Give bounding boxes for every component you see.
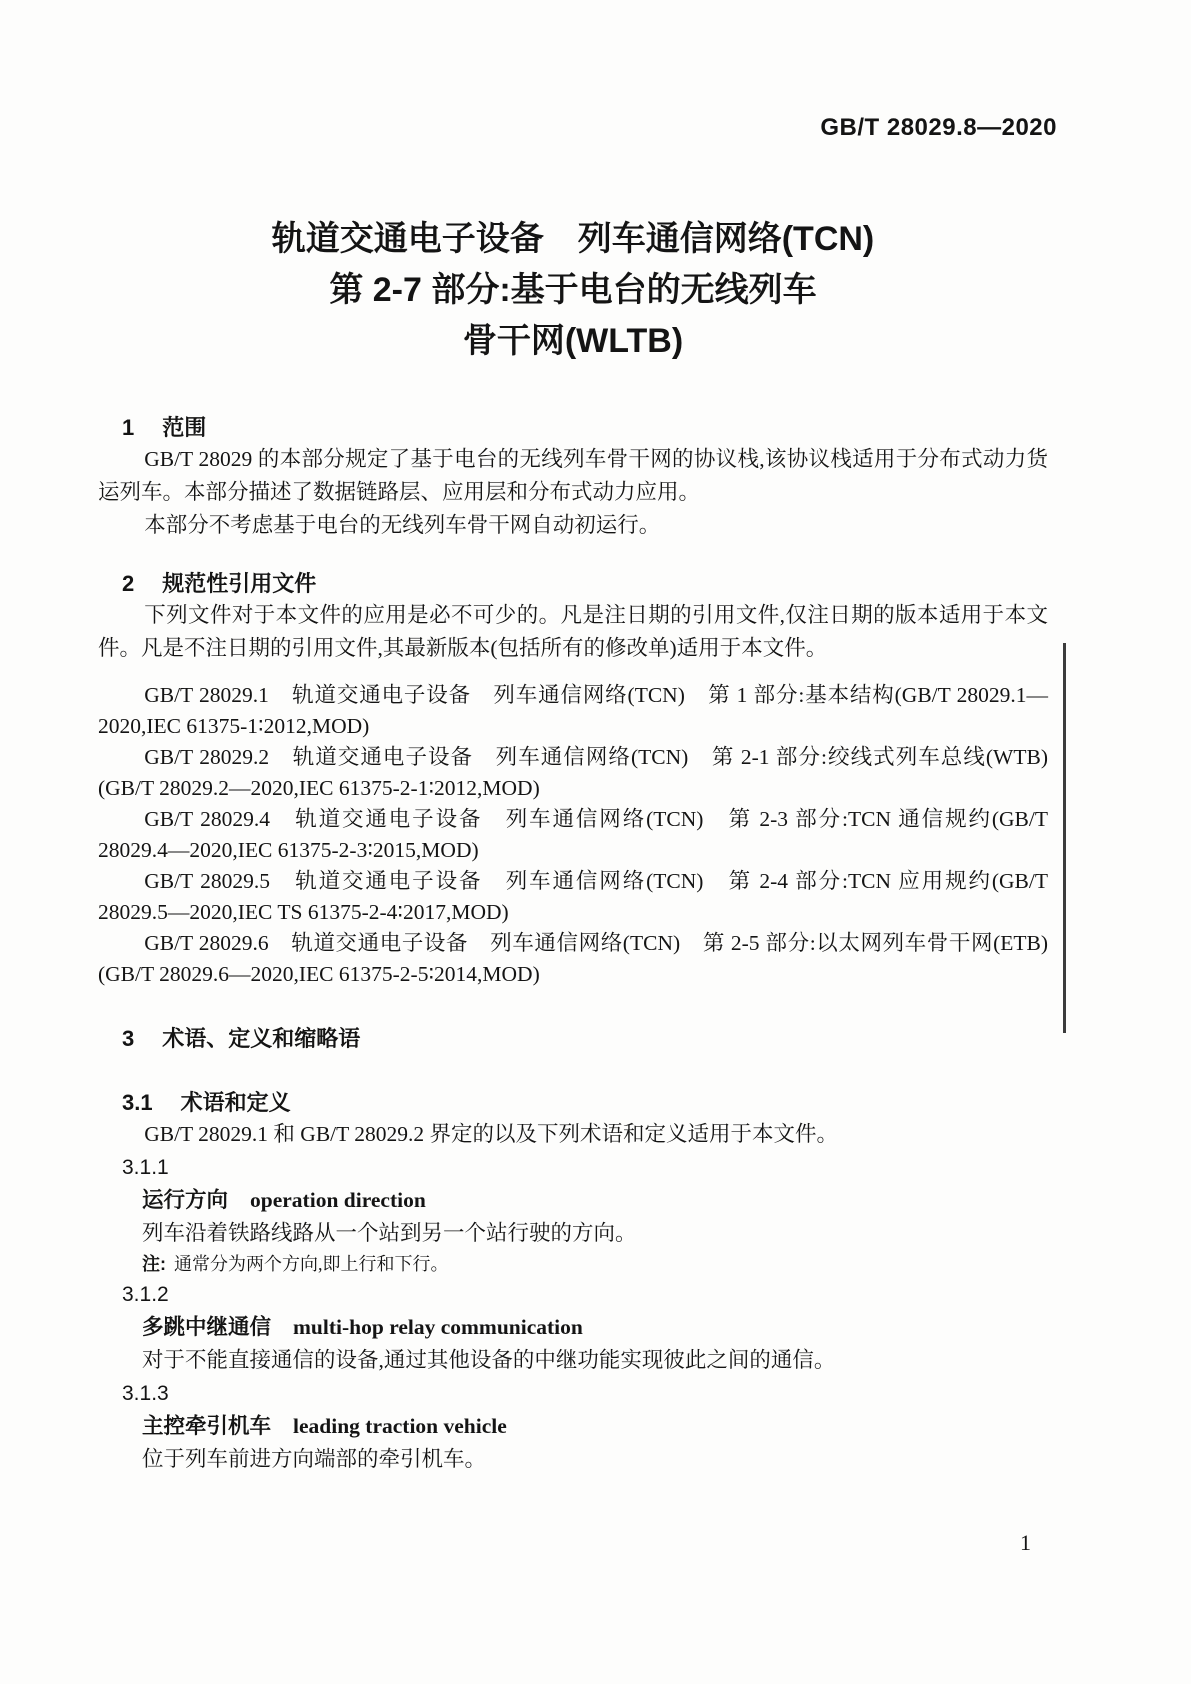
term-name-zh: 运行方向 [142,1188,229,1212]
term-name [98,1311,1048,1344]
title-line-1: 轨道交通电子设备 列车通信网络(TCN) [271,220,875,258]
term-name-en: operation direction [250,1188,426,1212]
clause-1-title: 范围 [162,415,207,440]
term-number: 3.1.1 [122,1156,169,1179]
term-definition: 列车沿着铁路线路从一个站到另一个站行驶的方向。 [142,1221,637,1245]
term-name-en: leading traction vehicle [293,1414,507,1438]
term-name [98,1184,1048,1217]
title-line-2: 第 2-7 部分:基于电台的无线列车 [329,271,817,309]
note-text: 通常分为两个方向,即上行和下行。 [174,1254,449,1274]
clause-3-title: 术语、定义和缩略语 [162,1026,361,1051]
clause-3-1-heading [122,1088,1048,1118]
term-entry [98,1151,1048,1278]
clause-3-1-title: 术语和定义 [180,1090,291,1115]
note-label: 注: [142,1254,166,1274]
clause-1-heading [122,413,1048,443]
term-number: 3.1.3 [122,1382,169,1405]
term-note [98,1250,1048,1278]
term-name [98,1410,1048,1443]
reference-item: GB/T 28029.2 轨道交通电子设备 列车通信网络(TCN) 第 2-1 部分:绞线式列车总线(WTB)(GB/T 28029.2—2020,IEC 61375-2-1∶2012,MOD) [98,745,1048,800]
term-entry [98,1278,1048,1377]
reference-item: GB/T 28029.5 轨道交通电子设备 列车通信网络(TCN) 第 2-4 部分:TCN 应用规约(GB/T 28029.5—2020,IEC TS 61375-2-4∶2017,MOD) [98,869,1048,924]
clause-2-paragraph-1: 下列文件对于本文件的应用是必不可少的。凡是注日期的引用文件,仅注日期的版本适用于本文件。凡是不注日期的引用文件,其最新版本(包括所有的修改单)适用于本文件。 [98,603,1048,660]
clause-2-heading [122,569,1048,599]
clause-3-number: 3 [122,1026,135,1051]
clause-1-number: 1 [122,415,135,440]
clause-3-heading [122,1024,1048,1054]
page-content [98,200,1048,1476]
clause-2-title: 规范性引用文件 [162,571,317,596]
normative-references-list [98,680,1048,990]
title-line-3: 骨干网(WLTB) [462,322,684,360]
clause-1-paragraph-1: GB/T 28029 的本部分规定了基于电台的无线列车骨干网的协议栈,该协议栈适用于分布式动力货运列车。本部分描述了数据链路层、应用层和分布式动力应用。 [98,447,1048,504]
page-number: 1 [1020,1530,1031,1555]
terms-intro-paragraph: GB/T 28029.1 和 GB/T 28029.2 界定的以及下列术语和定义适用于本文件。 [144,1122,839,1146]
term-name-en: multi-hop relay communication [293,1315,583,1339]
clause-1-paragraph-2: 本部分不考虑基于电台的无线列车骨干网自动初运行。 [144,513,661,537]
term-name-zh: 多跳中继通信 [142,1315,272,1339]
reference-item: GB/T 28029.6 轨道交通电子设备 列车通信网络(TCN) 第 2-5 部分:以太网列车骨干网(ETB)(GB/T 28029.6—2020,IEC 61375-2-5∶2014,MOD) [98,931,1048,986]
reference-item: GB/T 28029.1 轨道交通电子设备 列车通信网络(TCN) 第 1 部分:基本结构(GB/T 28029.1—2020,IEC 61375-1∶2012,MOD) [98,683,1048,738]
term-definition: 位于列车前进方向端部的牵引机车。 [142,1447,487,1471]
document-title [98,200,1048,367]
term-name-zh: 主控牵引机车 [142,1414,272,1438]
term-entry [98,1377,1048,1476]
change-bar [1063,643,1066,1033]
doc-code: GB/T 28029.8—2020 [820,114,1057,141]
term-number: 3.1.2 [122,1283,169,1306]
term-definition: 对于不能直接通信的设备,通过其他设备的中继功能实现彼此之间的通信。 [142,1348,836,1372]
clause-2-number: 2 [122,571,135,596]
reference-item: GB/T 28029.4 轨道交通电子设备 列车通信网络(TCN) 第 2-3 部分:TCN 通信规约(GB/T 28029.4—2020,IEC 61375-2-3∶2015,MOD) [98,807,1048,862]
clause-3-1-number: 3.1 [122,1090,153,1115]
